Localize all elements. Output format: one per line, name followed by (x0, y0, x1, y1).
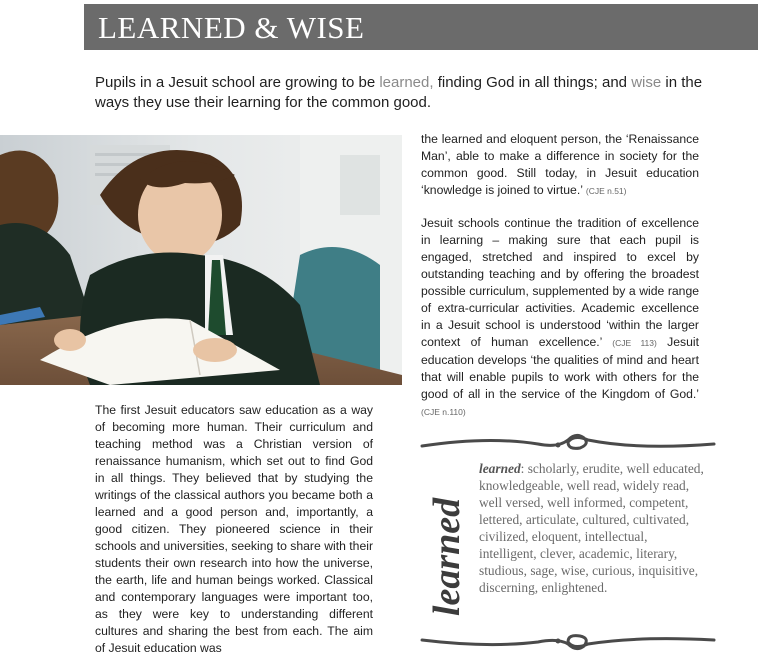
top-flourish-ornament (418, 430, 718, 454)
intro-paragraph (95, 73, 715, 113)
students-reading-photo (0, 135, 402, 385)
right-paragraph-1 (421, 131, 699, 200)
page-title: LEARNED & WISE (98, 10, 365, 45)
intro-highlight-learned: learned, (379, 74, 434, 91)
citation: (CJE n.110) (421, 407, 466, 417)
definition-term: learned (479, 461, 521, 476)
citation: (CJE 113) (612, 338, 657, 348)
definition-synonyms: : scholarly, erudite, well educated, knowledgeable, well read, widely read, well versed, well informed, competent, lettered, articulate, cultured, cultivated, civilized, eloquent, intellectual, intelligent, clever, academic, literary, studious, sage, wise, curious, inquisitive, discerning, enlightened. (479, 461, 704, 595)
right-body-text (421, 131, 699, 436)
header-bar (84, 4, 758, 50)
intro-text-middle: finding God in all things; and (433, 74, 632, 91)
intro-highlight-wise: wise (631, 74, 662, 91)
learned-definition-box (418, 430, 718, 662)
learned-definition (479, 460, 707, 596)
learned-vertical-heading-text: learned (426, 497, 468, 617)
right-paragraph-2 (421, 215, 699, 421)
citation: (CJE n.51) (585, 186, 627, 196)
intro-text-before: Pupils in a Jesuit school are growing to be (95, 74, 380, 91)
right-paragraph-2-text-a: Jesuit schools continue the tradition of excellence in learning – making sure that each pupil is engaged, stretched and inspired to excel by outstanding teaching and by offering the broadest possible curriculum, supplemented by a wide range of extra-curricular activities. Academic excellence in a Jesuit school is understood ‘within the larger context of human excellence.’ (421, 216, 699, 349)
intro-text-after: in the ways they use their learning for the common good. (95, 74, 703, 111)
learned-vertical-heading (426, 472, 468, 642)
left-body-text: The first Jesuit educators saw education as a way of becoming more human. Their curriculum and teaching method was a Christian version of renaissance humanism, which set out to find God in all things. They believed that by studying the writings of the classical authors you became both a learned and a good person and, importantly, a good citizen. They pioneered science in their schools and universities, seeking to share with their students their own research into how the universe, the earth, life and human beings worked. Classical and contemporary languages were important too, as they were key to understanding different cultures and sharing the best from each. The aim of Jesuit education was (95, 403, 373, 655)
right-paragraph-1-text: the learned and eloquent person, the ‘Renaissance Man’, able to make a difference in society for the common good. Still today, in Jesuit education ‘knowledge is joined to virtue.’ (421, 132, 699, 197)
right-paragraph-2-text-b: Jesuit education develops ‘the qualities of mind and heart that will enable pupils to work with others for the good of all in the service of the Kingdom of God.’ (421, 335, 699, 401)
bottom-flourish-ornament (418, 630, 718, 654)
